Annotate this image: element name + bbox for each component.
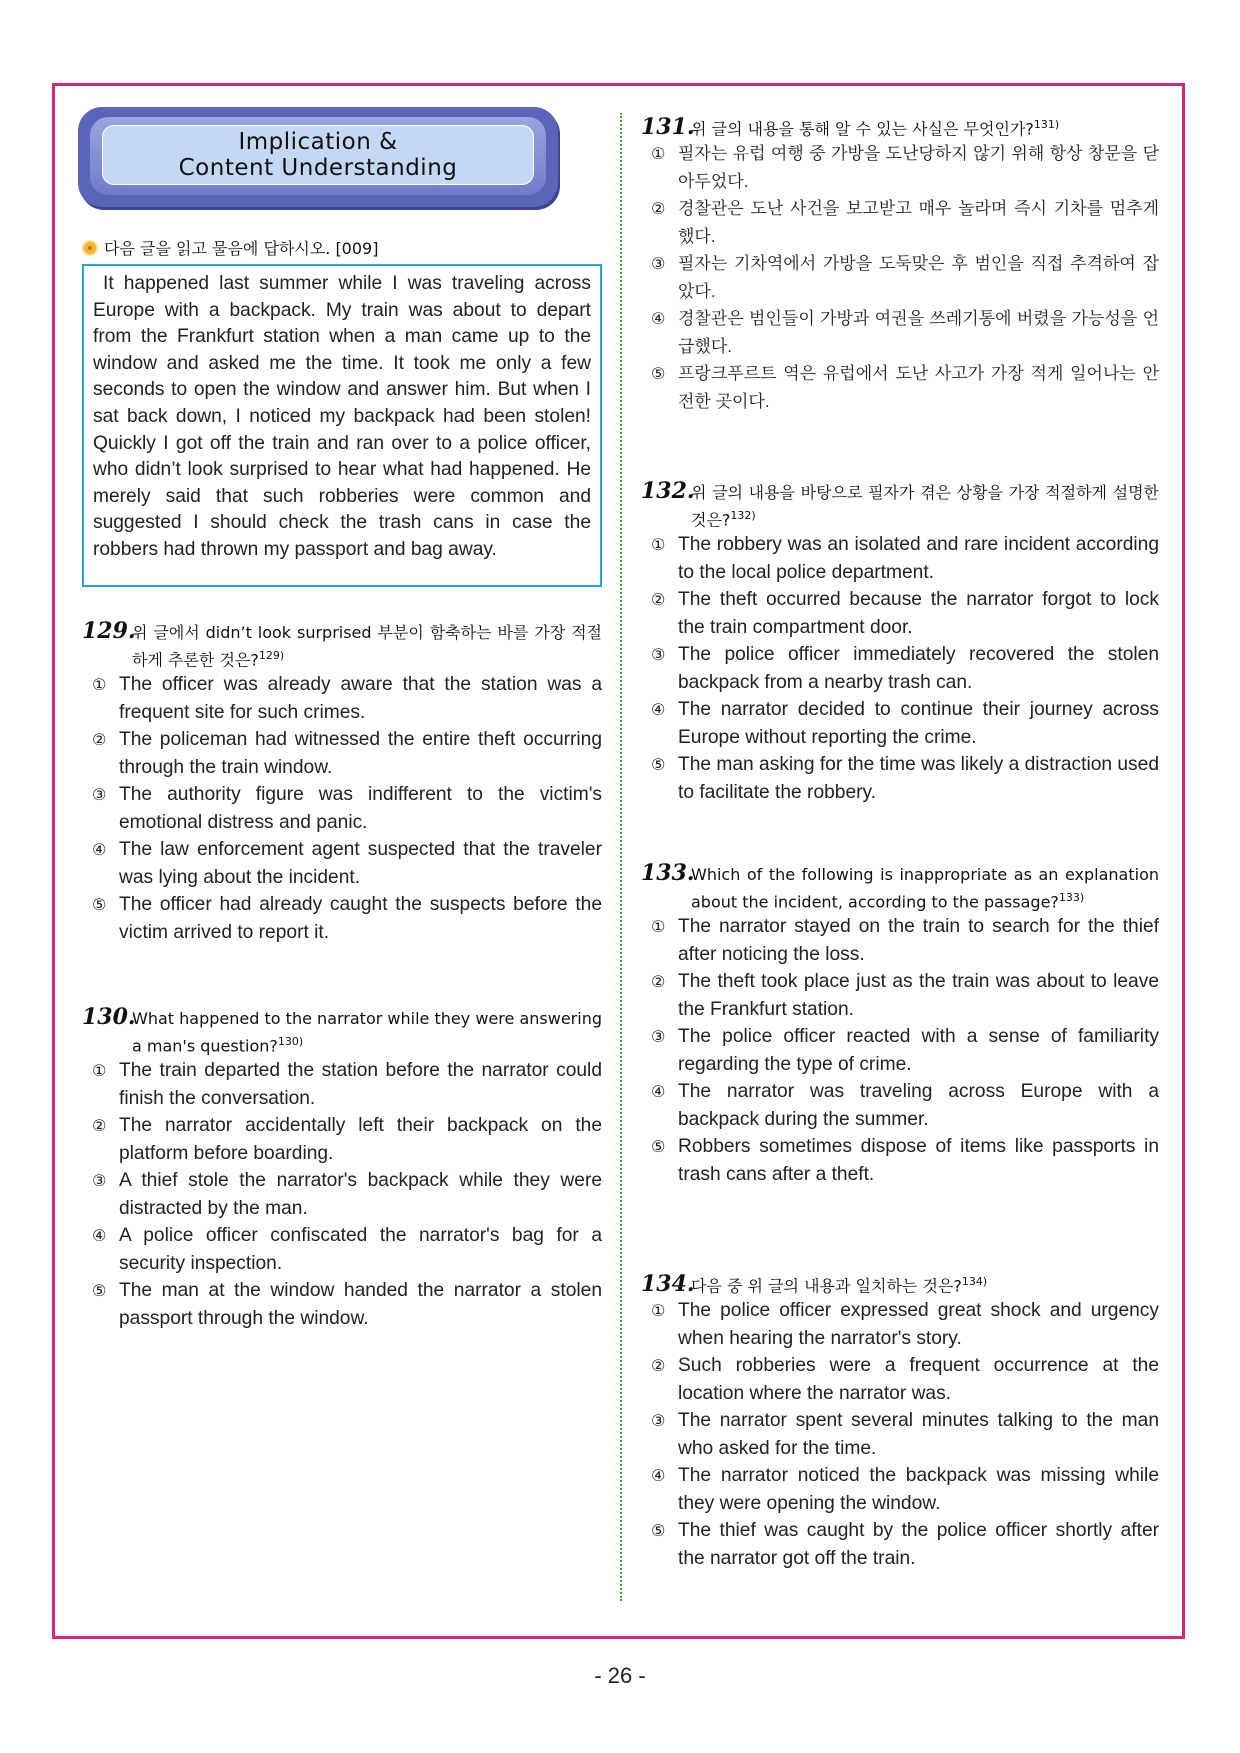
column-divider (620, 113, 622, 1601)
question-stem: 129.위 글에서 didn’t look surprised 부분이 함축하는 바를 가장 적절하게 추론한 것은?$^{129)}$ (82, 618, 602, 670)
option-2[interactable]: ② Such robberies were a frequent occurrence at the location where the narrator was. (651, 1355, 1159, 1404)
question-132 (641, 480, 1159, 806)
flower-icon (82, 240, 98, 256)
question-number: 133. (641, 860, 695, 886)
question-stem: 131.위 글의 내용을 통해 알 수 있는 사실은 무엇인가?$^{131)}$ (641, 114, 1060, 141)
question-131 (641, 113, 1159, 415)
question-number: 134. (641, 1271, 695, 1298)
section-title-line-1: Implication & (238, 129, 398, 155)
option-list (641, 531, 1159, 806)
instruction (82, 236, 378, 259)
option-3[interactable]: ③ The police officer immediately recovered the stolen backpack from a nearby trash can. (651, 644, 1159, 693)
question-number: 132. (641, 478, 695, 504)
option-1[interactable]: ① The officer was already aware that the station was a frequent site for such crimes. (92, 674, 602, 723)
question-stem: 132.위 글의 내용을 바탕으로 필자가 겪은 상황을 가장 적절하게 설명한 것은?$^{132)}$ (641, 478, 1159, 530)
option-1[interactable]: ① The robbery was an isolated and rare incident according to the local police department. (651, 534, 1159, 583)
option-3[interactable]: ③ A thief stole the narrator's backpack while they were distracted by the man. (92, 1170, 602, 1219)
question-number: 129. (82, 618, 136, 644)
option-5[interactable]: ⑤ 프랑크푸르트 역은 유럽에서 도난 사고가 가장 적게 일어나는 안전한 곳이다. (651, 364, 1159, 411)
option-2[interactable]: ② The policeman had witnessed the entire theft occurring through the train window. (92, 729, 602, 778)
option-5[interactable]: ⑤ The man at the window handed the narrator a stolen passport through the window. (92, 1280, 602, 1329)
reading-passage: It happened last summer while I was traveling across Europe with a backpack. My train was about to depart from the Frankfurt station when a man came up to the window and asked me the time. It took me only a few seconds to open the window and answer him. But when I sat back down, I noticed my backpack had been stolen! Quickly I got off the train and ran over to a police officer, who didn’t look surprised to hear what had happened. He merely said that such robberies were common and suggested I should check the trash cans in case the robbers had thrown my passport and bag away. (82, 264, 602, 587)
instruction-text: 다음 글을 읽고 물음에 답하시오. [009] (104, 239, 379, 258)
option-4[interactable]: ④ The narrator decided to continue their journey across Europe without reporting the crime. (651, 699, 1159, 748)
question-stem: 133.Which of the following is inappropriate as an explanation about the incident, according to the passage?$^{133)}$ (641, 860, 1159, 912)
option-2[interactable]: ② The theft took place just as the train was about to leave the Frankfurt station. (651, 971, 1159, 1020)
question-130 (82, 1006, 602, 1332)
option-1[interactable]: ① The train departed the station before the narrator could finish the conversation. (92, 1060, 602, 1109)
option-5[interactable]: ⑤ The man asking for the time was likely a distraction used to facilitate the robbery. (651, 754, 1159, 803)
option-2[interactable]: ② 경찰관은 도난 사건을 보고받고 매우 놀라며 즉시 기차를 멈추게 했다. (651, 199, 1159, 246)
option-1[interactable]: ① The narrator stayed on the train to search for the thief after noticing the loss. (651, 916, 1159, 965)
option-3[interactable]: ③ The authority figure was indifferent to the victim's emotional distress and panic. (92, 784, 602, 833)
option-3[interactable]: ③ The narrator spent several minutes talking to the man who asked for the time. (651, 1410, 1159, 1459)
section-title-line-2: Content Understanding (178, 155, 458, 181)
question-number: 131. (641, 114, 695, 141)
option-5[interactable]: ⑤ The thief was caught by the police officer shortly after the narrator got off the train. (651, 1520, 1159, 1569)
option-4[interactable]: ④ 경찰관은 범인들이 가방과 여권을 쓰레기통에 버렸을 가능성을 언급했다. (651, 309, 1159, 356)
option-4[interactable]: ④ The narrator was traveling across Europe with a backpack during the summer. (651, 1081, 1159, 1130)
option-3[interactable]: ③ The police officer reacted with a sense of familiarity regarding the type of crime. (651, 1026, 1159, 1075)
option-2[interactable]: ② The narrator accidentally left their backpack on the platform before boarding. (92, 1115, 602, 1164)
option-3[interactable]: ③ 필자는 기차역에서 가방을 도둑맞은 후 범인을 직접 추격하여 잡았다. (651, 254, 1159, 301)
section-title-badge (78, 107, 558, 207)
option-4[interactable]: ④ The narrator noticed the backpack was missing while they were opening the window. (651, 1465, 1159, 1514)
option-1[interactable]: ① 필자는 유럽 여행 중 가방을 도난당하지 않기 위해 항상 창문을 닫아두었다. (651, 144, 1159, 191)
option-2[interactable]: ② The theft occurred because the narrator forgot to lock the train compartment door. (651, 589, 1159, 638)
option-list (641, 140, 1159, 415)
question-number: 130. (82, 1004, 136, 1030)
question-129 (82, 620, 602, 946)
page-number: - 26 - (594, 1663, 646, 1688)
question-stem: 130.What happened to the narrator while they were answering a man's question?$^{130)}$ (82, 1004, 602, 1056)
option-5[interactable]: ⑤ Robbers sometimes dispose of items like passports in trash cans after a theft. (651, 1136, 1159, 1185)
option-list (82, 1057, 602, 1332)
option-4[interactable]: ④ The law enforcement agent suspected that the traveler was lying about the incident. (92, 839, 602, 888)
option-4[interactable]: ④ A police officer confiscated the narrator's bag for a security inspection. (92, 1225, 602, 1274)
option-5[interactable]: ⑤ The officer had already caught the suspects before the victim arrived to report it. (92, 894, 602, 943)
option-1[interactable]: ① The police officer expressed great shock and urgency when hearing the narrator's story. (651, 1300, 1159, 1349)
option-list (82, 671, 602, 946)
question-134 (641, 1270, 1159, 1572)
option-list (641, 913, 1159, 1188)
question-133 (641, 862, 1159, 1188)
option-list (641, 1297, 1159, 1572)
question-stem: 134.다음 중 위 글의 내용과 일치하는 것은?$^{134)}$ (641, 1271, 988, 1298)
